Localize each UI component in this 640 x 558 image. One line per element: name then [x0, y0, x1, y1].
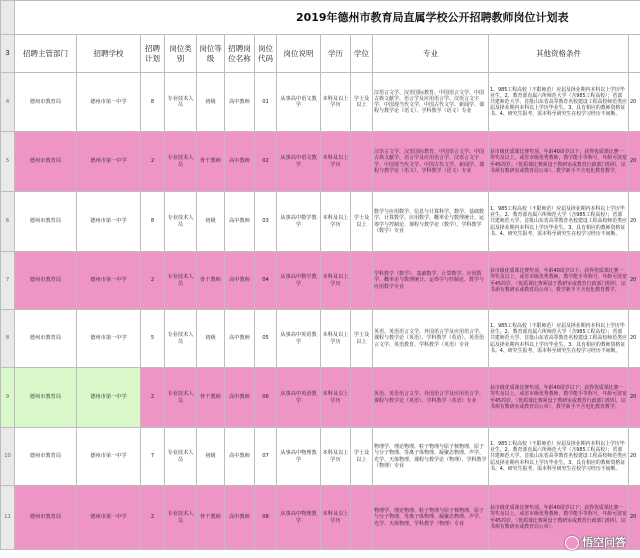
cell-extra[interactable]: 20: [629, 192, 640, 252]
row-number[interactable]: 3: [1, 35, 15, 73]
header-cell[interactable]: 招聘主管部门: [15, 35, 77, 73]
cell-dept[interactable]: 德州市教育局: [15, 486, 77, 550]
row-number[interactable]: 4: [1, 73, 15, 132]
cell-desc[interactable]: 从事高中英语教学: [277, 368, 321, 428]
header-cell[interactable]: 招聘学校: [77, 35, 141, 73]
table-row: [1, 192, 640, 252]
cell-plan[interactable]: 8: [141, 192, 165, 252]
cell-major[interactable]: 汉语言文学、汉语国际教育、中国语言文学、中国古典文献学、语言学及应用语言学、汉语言文字学、中国现当代文学、中国古代文学、新闻学、课程与教学论（语文）、学科教学（语文）专业: [373, 73, 489, 132]
cell-school[interactable]: 德州市第一中学: [77, 192, 141, 252]
header-cell[interactable]: [629, 35, 640, 73]
cell-post[interactable]: 高中教师: [225, 192, 255, 252]
table-row: [1, 310, 640, 368]
cell-school[interactable]: 德州市第一中学: [77, 252, 141, 310]
cell-extra[interactable]: 20: [629, 428, 640, 486]
cell-edu[interactable]: 本科及以上学历: [321, 73, 351, 132]
cell-desc[interactable]: 从事高中语文教学: [277, 132, 321, 192]
row-number[interactable]: 10: [1, 428, 15, 486]
cell-desc[interactable]: 从事高中英语教学: [277, 310, 321, 368]
cell-plan[interactable]: 2: [141, 252, 165, 310]
row-number[interactable]: [1, 1, 15, 35]
cell-degree[interactable]: [351, 132, 373, 192]
cell-edu[interactable]: 本科及以上学历: [321, 368, 351, 428]
row-number[interactable]: 11: [1, 486, 15, 550]
cell-edu[interactable]: 本科及以上学历: [321, 428, 351, 486]
cell-post[interactable]: 高中教师: [225, 486, 255, 550]
cell-cond[interactable]: 获市级优质课比赛奖项，年龄40周岁以下；获得优质课比赛一等奖及以上，或省市级优秀教师，教学能手等称号，年龄可放宽至45周岁。（优质课比赛须设于教研室或教育行政部门组织，证书须有教研室或教育局公章）。教学新手不含电化教育教学。: [489, 368, 629, 428]
cell-edu[interactable]: 本科及以上学历: [321, 132, 351, 192]
header-cell[interactable]: 其他资格条件: [489, 35, 629, 73]
cell-edu[interactable]: 本科及以上学历: [321, 252, 351, 310]
cell-school[interactable]: 德州市第一中学: [77, 486, 141, 550]
header-cell[interactable]: 岗位类别: [165, 35, 197, 73]
cell-plan[interactable]: 7: [141, 428, 165, 486]
header-cell[interactable]: 招聘计划: [141, 35, 165, 73]
header-cell[interactable]: 岗位说明: [277, 35, 321, 73]
cell-type[interactable]: 专业技术人员: [165, 428, 197, 486]
table-row: [1, 428, 640, 486]
cell-desc[interactable]: 从事高中物理教学: [277, 428, 321, 486]
cell-degree[interactable]: 学士及以上: [351, 428, 373, 486]
cell-post[interactable]: 高中教师: [225, 368, 255, 428]
cell-dept[interactable]: 德州市教育局: [15, 132, 77, 192]
cell-major[interactable]: 物理学、理论物理、粒子物理与原子核物理、原子与分子物理、等离子体物理、凝聚态物理、声学、光学、天体物理、学科教学（物理）专业: [373, 486, 489, 550]
cell-extra[interactable]: 20: [629, 310, 640, 368]
cell-post[interactable]: 高中教师: [225, 73, 255, 132]
page-title: 2019年德州市教育局直属学校公开招聘教师岗位计划表: [225, 1, 640, 35]
cell-level[interactable]: 初级: [197, 192, 225, 252]
cell-plan[interactable]: 2: [141, 486, 165, 550]
cell-post[interactable]: 高中教师: [225, 310, 255, 368]
cell-post[interactable]: 高中教师: [225, 428, 255, 486]
header-cell[interactable]: 招聘岗位名称: [225, 35, 255, 73]
cell-major[interactable]: 英语、英语语言文学、外国语言学及应用语言学、课程与教学论（英语）、学科教学（英语）、英语语言文学、英语教育、学科教学（英语）专业: [373, 310, 489, 368]
cell-major[interactable]: 物理学、理论物理、粒子物理与原子核物理、原子与分子物理、等离子体物理、凝聚态物理、声学、光学、天体物理、课程与教学论（物理）、学科教学（物理）专业: [373, 428, 489, 486]
cell-level[interactable]: 骨干教师: [197, 132, 225, 192]
row-number[interactable]: 7: [1, 252, 15, 310]
cell-level[interactable]: 初级: [197, 310, 225, 368]
cell-extra[interactable]: 20: [629, 132, 640, 192]
table-row: [1, 486, 640, 550]
cell-code[interactable]: 06: [255, 368, 277, 428]
cell-level[interactable]: 骨干教师: [197, 368, 225, 428]
table-row: [1, 252, 640, 310]
cell-dept[interactable]: 德州市教育局: [15, 192, 77, 252]
cell-school[interactable]: 德州市第一中学: [77, 73, 141, 132]
cell-extra[interactable]: 20: [629, 486, 640, 550]
cell-desc[interactable]: 从事高中物理教学: [277, 486, 321, 550]
cell-code[interactable]: 03: [255, 192, 277, 252]
cell-code[interactable]: 07: [255, 428, 277, 486]
cell-cond[interactable]: 1、985工程高校（不限师范）应届及择业期内本科以上学历毕业生。2、教育部直属六所师范大学（含985工程高校）；省部共建师范大学、首批山东省高等教育名校建设工程高校师范类应届及择业期内本科以上学历毕业生。3、具有相应的教师资格证书。4、研究生报考，需本科至研究生在校学习经历不间断。: [489, 310, 629, 368]
watermark-text: 悟空问答: [582, 536, 626, 549]
cell-type[interactable]: 专业技术人员: [165, 252, 197, 310]
cell-code[interactable]: 02: [255, 132, 277, 192]
cell-plan[interactable]: 2: [141, 132, 165, 192]
row-number[interactable]: 8: [1, 310, 15, 368]
cell-major[interactable]: 汉语言文学、汉语国际教育、中国语言文学、中国古典文献学、语言学及应用语言学、汉语言文字学、中国现当代文学、中国古代文学、新闻学、课程与教学论（语文）、学科教学（语文）专业: [373, 132, 489, 192]
header-cell[interactable]: 学历: [321, 35, 351, 73]
cell-school[interactable]: 德州市第一中学: [77, 132, 141, 192]
cell-extra[interactable]: 20: [629, 368, 640, 428]
cell-cond[interactable]: 获市级优质课比赛奖项，年龄40周岁以下；获得优质课比赛一等奖及以上，或省市级优秀教师，教学能手等称号，年龄可放宽至45周岁。（优质课比赛须设于教研室或教育行政部门组织，证书须有教研室或教育局公章）。: [489, 486, 629, 550]
cell-degree[interactable]: 学士及以上: [351, 73, 373, 132]
table-row: [1, 132, 640, 192]
cell-extra[interactable]: 20: [629, 252, 640, 310]
cell-edu[interactable]: 本科及以上学历: [321, 486, 351, 550]
cell-dept[interactable]: 德州市教育局: [15, 310, 77, 368]
row-number[interactable]: 9: [1, 368, 15, 428]
cell-major[interactable]: 学科教学（数学）、基础数学、计算数学、应用数学、概率论与数理统计、运筹学与控制论、数学与应用数学专业: [373, 252, 489, 310]
header-row: [1, 35, 640, 73]
cell-type[interactable]: 专业技术人员: [165, 310, 197, 368]
cell-plan[interactable]: 5: [141, 310, 165, 368]
cell-school[interactable]: 德州市第一中学: [77, 428, 141, 486]
cell-level[interactable]: 初级: [197, 428, 225, 486]
cell-edu[interactable]: 本科及以上学历: [321, 192, 351, 252]
cell-type[interactable]: 专业技术人员: [165, 192, 197, 252]
cell-type[interactable]: 专业技术人员: [165, 486, 197, 550]
cell-post[interactable]: 高中教师: [225, 252, 255, 310]
cell-desc[interactable]: 从事高中语文教学: [277, 73, 321, 132]
cell-school[interactable]: 德州市第一中学: [77, 368, 141, 428]
title-row: [1, 1, 640, 35]
cell-school[interactable]: 德州市第一中学: [77, 310, 141, 368]
cell-plan[interactable]: 2: [141, 368, 165, 428]
cell-extra[interactable]: 20: [629, 73, 640, 132]
table-row: [1, 73, 640, 132]
cell-dept[interactable]: 德州市教育局: [15, 252, 77, 310]
cell-code[interactable]: 01: [255, 73, 277, 132]
cell-type[interactable]: 专业技术人员: [165, 368, 197, 428]
cell-level[interactable]: 骨干教师: [197, 486, 225, 550]
cell-edu[interactable]: 本科及以上学历: [321, 310, 351, 368]
cell-code[interactable]: 08: [255, 486, 277, 550]
row-number[interactable]: 5: [1, 132, 15, 192]
cell-cond[interactable]: 1、985工程高校（不限师范）应届及择业期内本科以上学历毕业生。2、教育部直属六所师范大学（含985工程高校）；省部共建师范大学、首批山东省高等教育名校建设工程高校师范类应届及择业期内本科以上学历毕业生。3、具有相应的教师资格证书。4、研究生报考，需本科至研究生在校学习经历不间断。: [489, 428, 629, 486]
cell-dept[interactable]: 德州市教育局: [15, 428, 77, 486]
cell-code[interactable]: 04: [255, 252, 277, 310]
cell-desc[interactable]: 从事高中数学教学: [277, 192, 321, 252]
cell-dept[interactable]: 德州市教育局: [15, 368, 77, 428]
cell-degree[interactable]: 学士及以上: [351, 310, 373, 368]
cell-degree[interactable]: [351, 486, 373, 550]
cell-level[interactable]: 初级: [197, 73, 225, 132]
header-cell[interactable]: 学位: [351, 35, 373, 73]
cell-type[interactable]: 专业技术人员: [165, 73, 197, 132]
cell-desc[interactable]: 从事高中数学教学: [277, 252, 321, 310]
cell-cond[interactable]: 1、985工程高校（不限师范）应届及择业期内本科以上学历毕业生。2、教育部直属六所师范大学（含985工程高校）；省部共建师范大学、首批山东省高等教育名校建设工程高校师范类应届及择业期内本科以上学历毕业生。3、具有相应的教师资格证书。4、研究生报考，需本科至研究生在校学习经历不间断。: [489, 192, 629, 252]
header-cell[interactable]: 岗位代码: [255, 35, 277, 73]
cell-type[interactable]: 专业技术人员: [165, 132, 197, 192]
watermark: [565, 534, 626, 550]
wukong-logo-icon: [565, 536, 579, 550]
header-cell[interactable]: 岗位等级: [197, 35, 225, 73]
cell-level[interactable]: 骨干教师: [197, 252, 225, 310]
row-number[interactable]: 6: [1, 192, 15, 252]
cell-dept[interactable]: 德州市教育局: [15, 73, 77, 132]
cell-code[interactable]: 05: [255, 310, 277, 368]
cell-cond[interactable]: 1、985工程高校（不限师范）应届及择业期内本科以上学历毕业生。2、教育部直属六所师范大学（含985工程高校）；省部共建师范大学、首批山东省高等教育名校建设工程高校师范类应届及择业期内本科以上学历毕业生。3、具有相应的教师资格证书。4、研究生报考，需本科至研究生在校学习经历不间断。: [489, 73, 629, 132]
cell-degree[interactable]: 学士及以上: [351, 192, 373, 252]
cell-cond[interactable]: 获市级优质课比赛奖项，年龄40周岁以下；获得优质课比赛一等奖及以上，或省市级优秀教师，教学能手等称号，年龄可放宽至45周岁。（优质课比赛须设于教研室或教育行政部门组织，证书须有教研室或教育局公章）。教学新手不含电化教育教学。: [489, 252, 629, 310]
table-row: [1, 368, 640, 428]
cell-post[interactable]: 高中教师: [225, 132, 255, 192]
cell-degree[interactable]: [351, 368, 373, 428]
header-cell[interactable]: 专业: [373, 35, 489, 73]
cell-degree[interactable]: [351, 252, 373, 310]
cell-major[interactable]: 数学与应用数学、信息与计算科学、数学、基础数学、计算数学、应用数学、概率论与数理统计、运筹学与控制论、课程与教学论（数学）、学科教学（数学）专业: [373, 192, 489, 252]
cell-major[interactable]: 英语、英语语言文学、外国语言学及应用语言学、课程与教学论（英语）、学科教学（英语）专业: [373, 368, 489, 428]
cell-cond[interactable]: 获市级优质课比赛奖项，年龄40周岁以下；获得优质课比赛一等奖及以上，或省市级优秀教师，教学能手等称号，年龄可放宽至45周岁。（优质课比赛须设于教研室或教育行政部门组织，证书须有教研室或教育局公章）。教学新手不含电化教育教学。: [489, 132, 629, 192]
cell-plan[interactable]: 8: [141, 73, 165, 132]
